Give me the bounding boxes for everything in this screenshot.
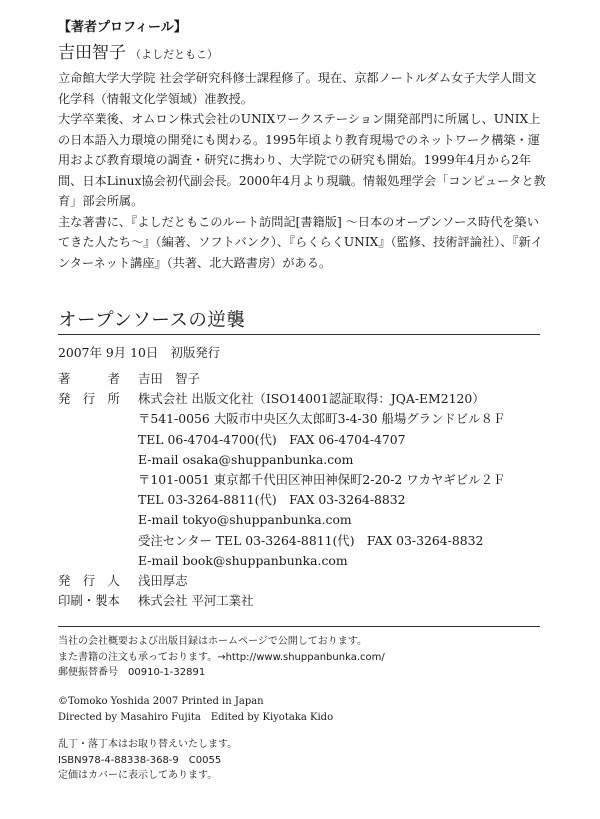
note-line: 定価はカバーに表示してあります。 <box>58 770 218 781</box>
imprint-key <box>58 551 138 571</box>
imprint-row <box>58 571 505 591</box>
note-line: ISBN978-4-88338-368-9 C0055 <box>58 754 222 766</box>
imprint-key <box>58 490 138 510</box>
imprint-key <box>58 531 138 551</box>
imprint-key <box>58 409 138 429</box>
divider-rule <box>58 334 540 335</box>
note-line: ©Tomoko Yoshida 2007 Printed in Japan <box>58 696 264 707</box>
imprint-value: 株式会社 出版文化社（ISO14001認証取得：JQA-EM2120） <box>138 391 485 407</box>
copyright-notes <box>58 694 333 725</box>
imprint-row <box>58 490 505 510</box>
imprint-value: E-mail osaka@shuppanbunka.com <box>138 451 354 467</box>
imprint-row <box>58 510 505 530</box>
imprint-value: 受注センター TEL 03-3264-8811(代) FAX 03-3264-8832 <box>138 532 484 548</box>
imprint-value: 〒541-0056 大阪市中央区久太郎町3-4-30 船場グランドビル８Ｆ <box>138 411 506 427</box>
imprint-table <box>58 369 505 611</box>
isbn-notes <box>58 737 237 784</box>
imprint-key <box>58 430 138 450</box>
imprint-row <box>58 389 505 409</box>
imprint-row <box>58 551 505 571</box>
book-title: オープンソースの逆襲 <box>58 310 246 331</box>
author-name: 吉田智子 <box>58 43 126 63</box>
imprint-key <box>58 450 138 470</box>
publication-date: 2007年 9月 10日 初版発行 <box>58 345 221 360</box>
note-line: 当社の会社概要および出版目録はホームページで公開しております。 <box>58 636 367 647</box>
bio-paragraph-1: 立命館大学大学院 社会学研究科修士課程修了。現在、京都ノートルダム女子大学人間文化学科（情報文化学領域）准教授。 <box>58 71 537 106</box>
imprint-value: 浅田厚志 <box>138 572 188 588</box>
divider-rule <box>58 626 540 627</box>
imprint-row <box>58 369 505 389</box>
imprint-key <box>58 510 138 530</box>
imprint-key: 発 行 所 <box>58 391 120 407</box>
imprint-value: 〒101-0051 東京都千代田区神田神保町2-20-2 ワカヤギビル２Ｆ <box>138 471 506 487</box>
publisher-notes <box>58 634 385 681</box>
note-line: Directed by Masahiro Fujita Edited by Kiyotaka Kido <box>58 711 334 723</box>
author-name-line <box>58 38 218 63</box>
imprint-value: E-mail tokyo@shuppanbunka.com <box>138 512 352 528</box>
imprint-key: 著 者 <box>58 371 120 386</box>
imprint-row <box>58 591 505 611</box>
note-line: 乱丁・落丁本はお取り替えいたします。 <box>58 739 238 750</box>
imprint-key: 発 行 人 <box>58 572 120 588</box>
imprint-value: E-mail book@shuppanbunka.com <box>138 552 348 568</box>
imprint-row <box>58 450 505 470</box>
note-line: また書籍の注文も承っております。→http://www.shuppanbunka.com/ <box>58 651 385 663</box>
imprint-value: TEL 03-3264-8811(代) FAX 03-3264-8832 <box>138 492 406 508</box>
imprint-row <box>58 470 505 490</box>
profile-heading: 【著者プロフィール】 <box>58 20 187 35</box>
imprint-value: TEL 06-4704-4700(代) FAX 06-4704-4707 <box>138 431 406 447</box>
imprint-value: 株式会社 平河工業社 <box>138 593 254 609</box>
bio-paragraph-3: 主な著書に、『よしだともこのルート訪問記[書籍版] 〜日本のオープンソース時代を築いてきた人たち〜』（編著、ソフトバンク）、『らくらくUNIX』（監修、技術評論社）、『新インターネット講座』（共著、北大路書房）がある。 <box>58 214 543 270</box>
author-name-reading: （よしだともこ） <box>130 48 218 61</box>
imprint-row <box>58 430 505 450</box>
bio-paragraph-2: 大学卒業後、オムロン株式会社のUNIXワークステーション開発部門に所属し、UNIX上の日本語入力環境の開発にも関わる。1995年頃より教育現場でのネットワーク構築・運用および教育環境の調査・研究に携わり、大学院での研究も開始。1999年4月から2年間、日本Linux協会初代副会長。2000年4月より現職。情報処理学会「コンピュータと教育」部会所属。 <box>58 112 546 208</box>
note-line: 郵便振替番号 00910-1-32891 <box>58 667 206 678</box>
imprint-row <box>58 531 505 551</box>
author-bio <box>58 68 546 273</box>
imprint-value: 吉田 智子 <box>138 371 200 386</box>
imprint-key: 印刷・製本 <box>58 593 120 609</box>
imprint-row <box>58 409 505 429</box>
imprint-key <box>58 470 138 490</box>
